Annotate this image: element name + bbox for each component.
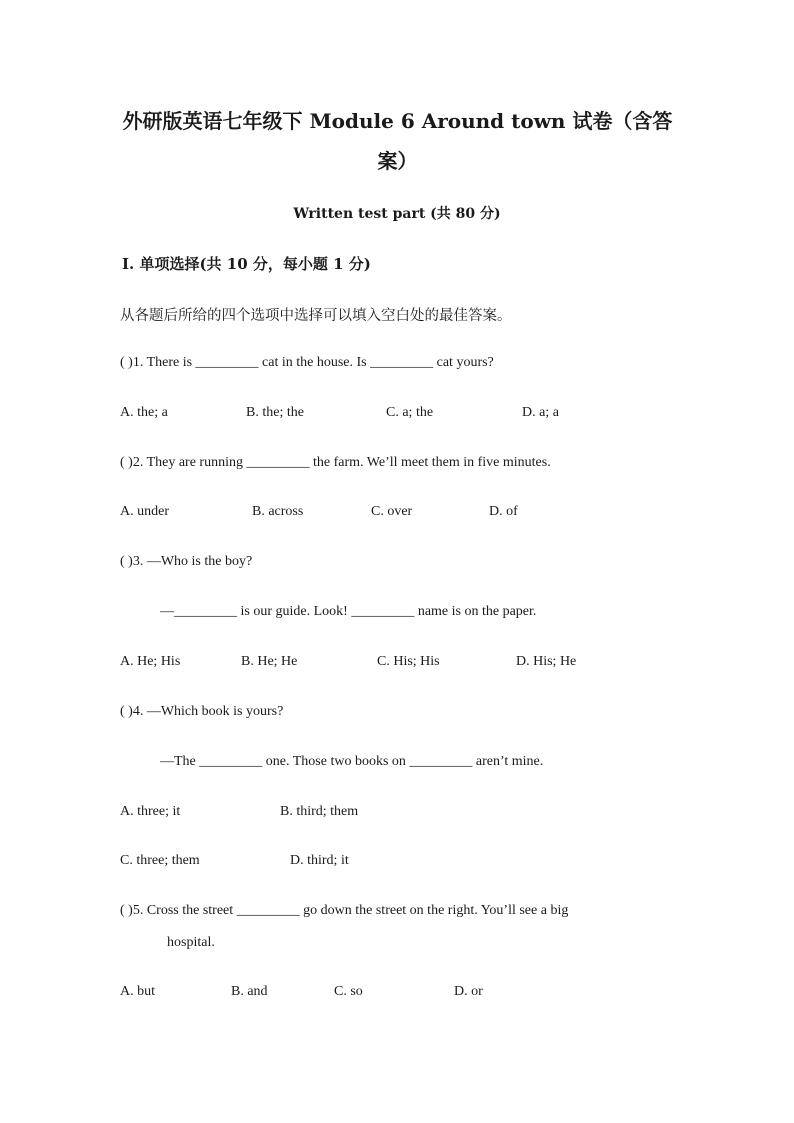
- instruction: 从各题后所给的四个选项中选择可以填入空白处的最佳答案。: [120, 308, 512, 324]
- page-title: 外研版英语七年级下 Module 6 Around town 试卷（含答案）: [122, 109, 673, 173]
- question-2-stem: ( )2. They are running _________ the farm. We’ll meet them in five minutes.: [120, 455, 551, 470]
- question-4-option-d: D. third; it: [290, 853, 349, 868]
- question-3-stem: ( )3. —Who is the boy?: [120, 554, 253, 569]
- question-3-option-c: C. His; His: [377, 654, 440, 669]
- section-subtitle: Written test part (共 80 分): [293, 206, 501, 222]
- question-1-option-a: A. the; a: [120, 405, 168, 420]
- question-5-stem-line-2: hospital.: [167, 935, 215, 950]
- question-4-option-c: C. three; them: [120, 853, 200, 868]
- question-2-option-a: A. under: [120, 504, 169, 519]
- question-1-option-b: B. the; the: [246, 405, 304, 420]
- question-5-stem: ( )5. Cross the street _________ go down the street on the right. You’ll see a big: [120, 903, 569, 918]
- question-3-option-d: D. His; He: [516, 654, 577, 669]
- question-5-option-a: A. but: [120, 984, 155, 999]
- question-3-option-b: B. He; He: [241, 654, 298, 669]
- question-5-option-d: D. or: [454, 984, 483, 999]
- question-4-stem-line-2: —The _________ one. Those two books on _________ aren’t mine.: [160, 754, 544, 769]
- question-1-option-d: D. a; a: [522, 405, 559, 420]
- question-1-option-c: C. a; the: [386, 405, 434, 420]
- question-5-option-b: B. and: [231, 984, 268, 999]
- question-4-option-a: A. three; it: [120, 804, 181, 819]
- section-heading: Ⅰ. 单项选择(共 10 分，每小题 1 分): [122, 255, 371, 273]
- question-3-stem-line-2: —_________ is our guide. Look! _________ name is on the paper.: [160, 604, 537, 619]
- question-1-stem: ( )1. There is _________ cat in the house. Is _________ cat yours?: [120, 355, 494, 370]
- question-2-option-b: B. across: [252, 504, 304, 519]
- question-2-option-c: C. over: [371, 504, 413, 519]
- question-4-stem: ( )4. —Which book is yours?: [120, 704, 284, 719]
- question-4-option-b: B. third; them: [280, 804, 359, 819]
- question-5-option-c: C. so: [334, 984, 363, 999]
- question-2-option-d: D. of: [489, 504, 518, 519]
- question-3-option-a: A. He; His: [120, 654, 181, 669]
